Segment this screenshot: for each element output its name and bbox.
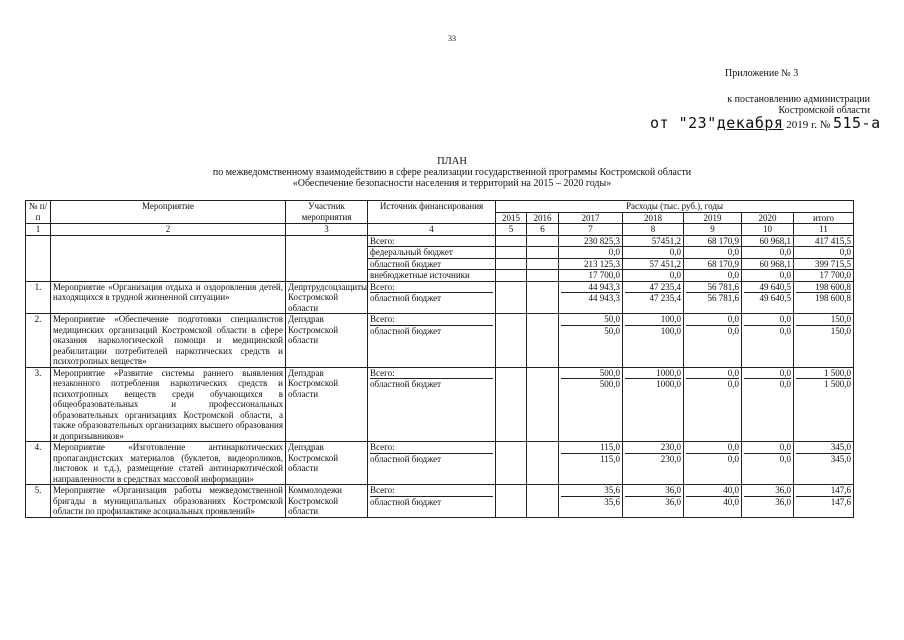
decree-number: 515-а <box>832 114 881 132</box>
row-2018: 100,0 100,0 <box>623 314 684 368</box>
row-2020: 0,0 0,0 <box>742 314 794 368</box>
page-number: 33 <box>448 34 456 43</box>
row-event: Мероприятие «Организация работы межведомственной бригады в муниципальных образованиях Костромской области по профилактике асоциальных проявлений» <box>51 485 286 518</box>
row-num: 1. <box>26 281 51 314</box>
summary-2019: 0,0 <box>684 270 742 282</box>
header-expenses: Расходы (тыс. руб.), годы <box>496 201 854 213</box>
summary-2019: 68 170,9 <box>684 235 742 247</box>
summary-2020: 0,0 <box>742 270 794 282</box>
row-2020: 36,0 36,0 <box>742 485 794 518</box>
header-num: № п/п <box>26 201 51 224</box>
row-num: 4. <box>26 442 51 485</box>
header-2018: 2018 <box>623 212 684 224</box>
row-2019: 0,0 0,0 <box>684 442 742 485</box>
row-sources <box>368 485 496 518</box>
summary-2017: 213 125,3 <box>559 258 623 270</box>
title-line-2: по межведомственному взаимодействию в сфере реализации государственной программы Костромской области <box>212 167 692 178</box>
header-2017: 2017 <box>559 212 623 224</box>
summary-2020: 0,0 <box>742 247 794 259</box>
row-2020: 49 640,5 49 640,5 <box>742 281 794 314</box>
source-regional: областной бюджет <box>370 379 442 389</box>
summary-2017: 0,0 <box>559 247 623 259</box>
summary-total: 0,0 <box>794 247 854 259</box>
row-2019: 56 781,6 56 781,6 <box>684 281 742 314</box>
decree-month: декабря <box>716 114 784 132</box>
summary-source: федеральный бюджет <box>368 247 496 259</box>
row-2018: 47 235,4 47 235,4 <box>623 281 684 314</box>
decree-year: 2019 г. № <box>783 119 833 131</box>
header-2019: 2019 <box>684 212 742 224</box>
row-participant: Депздрав Костромской области <box>286 442 368 485</box>
summary-2018: 57 451,2 <box>623 258 684 270</box>
col-number: 6 <box>527 224 559 236</box>
row-event: Мероприятие «Развитие системы раннего выявления незаконного потребления наркотических средств и психотропных веществ среди обучающихся в общеобразовательных и профессиональных образовательных организациях Костромской области, а также образовательных организациях высшего образования и допризывников» <box>51 367 286 442</box>
source-regional: областной бюджет <box>370 453 442 464</box>
row-num: 5. <box>26 485 51 518</box>
header-source: Источник финансирования <box>368 201 496 224</box>
header-event: Мероприятие <box>51 201 286 224</box>
decree-date <box>650 114 881 132</box>
source-total: Всего: <box>370 314 493 326</box>
plan-table <box>25 200 854 518</box>
row-num: 2. <box>26 314 51 368</box>
header-row <box>26 201 854 213</box>
summary-total: 17 700,0 <box>794 270 854 282</box>
summary-total: 399 715,5 <box>794 258 854 270</box>
source-total: Всего: <box>370 442 493 454</box>
col-number: 1 <box>26 224 51 236</box>
row-total: 1 500,0 1 500,0 <box>794 367 854 442</box>
decree-line-1: к постановлению администрации <box>727 94 870 105</box>
row-2018: 36,0 36,0 <box>623 485 684 518</box>
row-2018: 1000,0 1000,0 <box>623 367 684 442</box>
row-2017: 44 943,3 44 943,3 <box>559 281 623 314</box>
table-row <box>26 485 854 518</box>
summary-2018: 0,0 <box>623 247 684 259</box>
row-2018: 230,0 230,0 <box>623 442 684 485</box>
summary-2019: 68 170,9 <box>684 258 742 270</box>
row-2017: 115,0 115,0 <box>559 442 623 485</box>
header-2020: 2020 <box>742 212 794 224</box>
row-sources <box>368 281 496 314</box>
decree-mid: " <box>707 114 717 132</box>
appendix-label: Приложение № 3 <box>725 68 799 79</box>
row-2017: 500,0 500,0 <box>559 367 623 442</box>
col-number: 11 <box>794 224 854 236</box>
summary-2020: 60 968,1 <box>742 235 794 247</box>
summary-source: Всего: <box>368 235 496 247</box>
summary-total: 417 415,5 <box>794 235 854 247</box>
source-regional: областной бюджет <box>370 293 442 303</box>
header-2016: 2016 <box>527 212 559 224</box>
decree-reference <box>640 94 870 116</box>
summary-2019: 0,0 <box>684 247 742 259</box>
row-sources <box>368 314 496 368</box>
row-total: 198 600,8 198 600,8 <box>794 281 854 314</box>
row-total: 345,0 345,0 <box>794 442 854 485</box>
row-2019: 0,0 0,0 <box>684 314 742 368</box>
row-total: 147,6 147,6 <box>794 485 854 518</box>
row-participant: Депздрав Костромской области <box>286 314 368 368</box>
col-number: 3 <box>286 224 368 236</box>
source-total: Всего: <box>370 485 493 497</box>
row-2017: 50,0 50,0 <box>559 314 623 368</box>
row-2020: 0,0 0,0 <box>742 442 794 485</box>
summary-2018: 0,0 <box>623 270 684 282</box>
row-sources <box>368 442 496 485</box>
row-event: Мероприятие «Организация отдыха и оздоровления детей, находящихся в трудной жизненной ситуации» <box>51 281 286 314</box>
col-number: 5 <box>496 224 527 236</box>
header-total: итого <box>794 212 854 224</box>
source-total: Всего: <box>370 368 493 380</box>
row-participant: Депртрудсоцзащиты Костромской области <box>286 281 368 314</box>
col-number: 8 <box>623 224 684 236</box>
col-number: 4 <box>368 224 496 236</box>
row-2020: 0,0 0,0 <box>742 367 794 442</box>
row-participant: Депздрав Костромской области <box>286 367 368 442</box>
decree-line-2: Костромской области <box>778 105 870 116</box>
source-regional: областной бюджет <box>370 325 442 336</box>
summary-2017: 17 700,0 <box>559 270 623 282</box>
table-row <box>26 314 854 368</box>
row-total: 150,0 150,0 <box>794 314 854 368</box>
summary-2018: 57451,2 <box>623 235 684 247</box>
source-total: Всего: <box>370 282 493 294</box>
summary-2017: 230 825,3 <box>559 235 623 247</box>
row-event: Мероприятие «Изготовление антинаркотических пропагандистских материалов (буклетов, видеороликов, листовок и т.д.), размещение статей антинаркотической направленности в средствах массовой информации» <box>51 442 286 485</box>
header-participant: Участник мероприятия <box>286 201 368 224</box>
summary-source: внебюджетные источники <box>368 270 496 282</box>
row-2019: 0,0 0,0 <box>684 367 742 442</box>
summary-source: областной бюджет <box>368 258 496 270</box>
col-number: 7 <box>559 224 623 236</box>
col-number: 2 <box>51 224 286 236</box>
source-regional: областной бюджет <box>370 496 442 507</box>
row-participant: Коммолодежи Костромской области <box>286 485 368 518</box>
document-title <box>0 156 904 189</box>
title-line-1: ПЛАН <box>437 156 467 167</box>
row-sources <box>368 367 496 442</box>
row-2019: 40,0 40,0 <box>684 485 742 518</box>
title-line-3: «Обеспечение безопасности населения и территорий на 2015 – 2020 годы» <box>292 178 612 189</box>
table-row <box>26 281 854 314</box>
row-num: 3. <box>26 367 51 442</box>
table-row <box>26 367 854 442</box>
column-number-row <box>26 224 854 236</box>
summary-2020: 60 968,1 <box>742 258 794 270</box>
header-2015: 2015 <box>496 212 527 224</box>
decree-prefix: от " <box>650 114 689 132</box>
col-number: 9 <box>684 224 742 236</box>
decree-day: 23 <box>688 114 708 132</box>
col-number: 10 <box>742 224 794 236</box>
summary-row <box>26 235 854 247</box>
row-event: Мероприятие «Обеспечение подготовки специалистов медицинских организаций Костромской области в сфере оказания наркологической помощи и медицинской реабилитации потребителей наркотических средств и психотропных веществ» <box>51 314 286 368</box>
row-2017: 35,6 35,6 <box>559 485 623 518</box>
table-row <box>26 442 854 485</box>
